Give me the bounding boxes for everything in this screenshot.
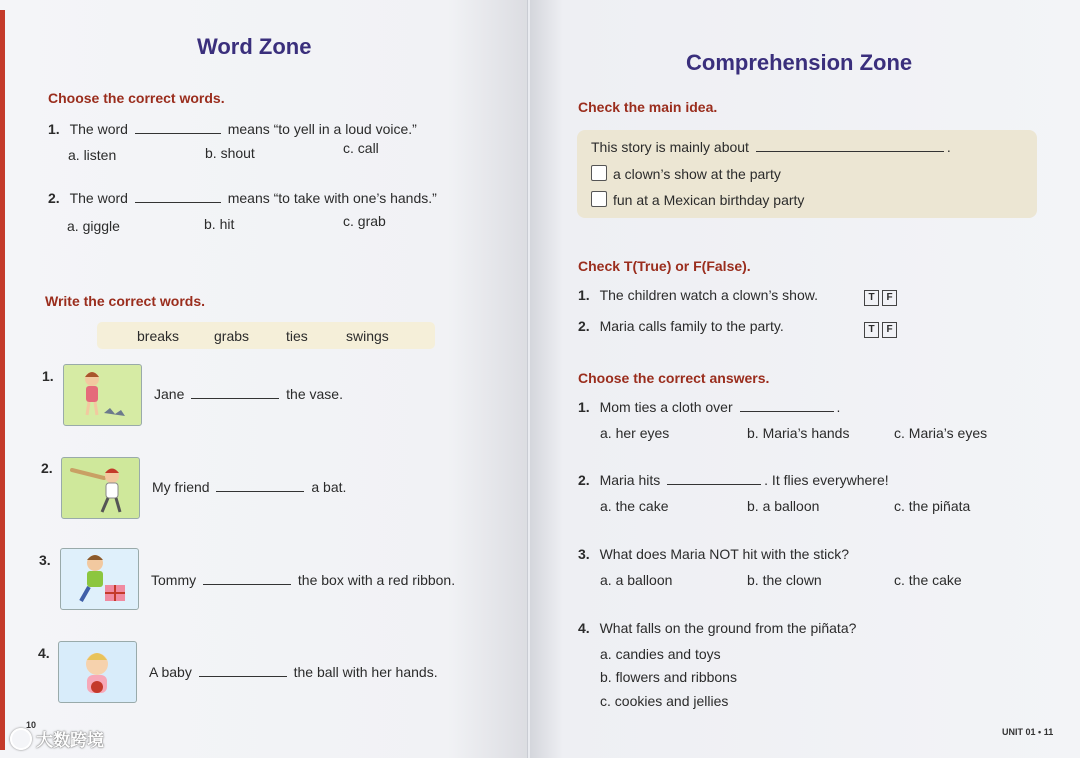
sentence-post: the ball with her hands. [293, 664, 438, 680]
sentence-post: the vase. [286, 386, 343, 402]
word-question-1 [48, 121, 417, 137]
option-a[interactable]: a. her eyes [600, 425, 670, 441]
option-c[interactable]: c. grab [343, 213, 386, 229]
question-post: . [836, 399, 841, 415]
sentence-pre: Jane [154, 386, 185, 402]
question-pre: The word [69, 190, 128, 206]
question-number: 4. [578, 620, 590, 636]
question-pre: Mom ties a cloth over [599, 399, 733, 415]
sentence-post: the box with a red ribbon. [297, 572, 456, 588]
question-number: 2. [48, 190, 60, 206]
option-b[interactable]: b. flowers and ribbons [600, 669, 737, 685]
true-false-heading: Check T(True) or F(False). [578, 258, 751, 274]
answer-question-2 [578, 472, 889, 488]
option-b[interactable]: b. shout [205, 145, 255, 161]
main-idea-heading: Check the main idea. [578, 99, 718, 115]
left-page-number: 10 [26, 720, 37, 730]
option-label: a clown’s show at the party [613, 166, 781, 182]
footer-bullet: • [1038, 727, 1042, 737]
option-c[interactable]: c. Maria’s eyes [894, 425, 988, 441]
word-bank-item: grabs [214, 328, 250, 344]
item-number: 2. [41, 460, 53, 476]
answer-blank[interactable] [191, 398, 279, 399]
checkbox[interactable] [591, 191, 607, 207]
unit-label: UNIT 01 [1002, 727, 1036, 737]
sentence-1 [154, 386, 343, 402]
prompt-text: This story is mainly about [591, 139, 749, 155]
correct-answers-heading: Choose the correct answers. [578, 370, 770, 386]
answer-question-4 [578, 620, 856, 636]
word-bank-item: swings [346, 328, 389, 344]
option-b[interactable]: b. hit [204, 216, 235, 232]
item-number: 1. [42, 368, 54, 384]
false-box[interactable]: F [882, 322, 897, 338]
answer-blank[interactable] [203, 584, 291, 585]
answer-blank[interactable] [199, 676, 287, 677]
option-b[interactable]: b. Maria’s hands [747, 425, 850, 441]
tf-statement-1 [578, 287, 818, 303]
question-post: means “to take with one’s hands.” [227, 190, 437, 206]
word-bank-item: ties [286, 328, 308, 344]
option-c[interactable]: c. cookies and jellies [600, 693, 729, 709]
question-number: 1. [578, 287, 590, 303]
word-question-2 [48, 190, 437, 206]
false-box[interactable]: F [882, 290, 897, 306]
sentence-post: a bat. [311, 479, 347, 495]
true-box[interactable]: T [864, 290, 879, 306]
option-a[interactable]: a. giggle [67, 218, 120, 234]
baby-grabs-ball-illustration [58, 641, 137, 703]
word-zone-title: Word Zone [197, 34, 312, 59]
answer-blank[interactable] [135, 202, 221, 203]
question-pre: Maria hits [599, 472, 661, 488]
tf-statement-2 [578, 318, 784, 334]
answer-blank[interactable] [216, 491, 304, 492]
option-a[interactable]: a. listen [68, 147, 117, 163]
sentence-3 [151, 572, 455, 588]
option-a[interactable]: a. the cake [600, 498, 669, 514]
sentence-pre: Tommy [151, 572, 197, 588]
option-a[interactable]: a. a balloon [600, 572, 673, 588]
main-idea-option-1[interactable] [591, 165, 781, 182]
item-number: 4. [38, 645, 50, 661]
tf-boxes-1 [864, 287, 900, 306]
answer-question-1 [578, 399, 840, 415]
sentence-2 [152, 479, 346, 495]
question-number: 2. [578, 472, 590, 488]
right-page-number: 11 [1043, 727, 1054, 737]
answer-blank[interactable] [740, 411, 834, 412]
watermark-text: 大数跨境 [36, 731, 104, 750]
sentence-4 [149, 664, 438, 680]
question-number: 1. [48, 121, 60, 137]
write-words-heading: Write the correct words. [45, 293, 206, 309]
sentence-pre: My friend [152, 479, 210, 495]
question-number: 1. [578, 399, 590, 415]
girl-breaks-vase-illustration [63, 364, 142, 426]
prompt-end: . [946, 139, 951, 155]
watermark-icon [10, 728, 32, 750]
unit-footer [1002, 727, 1053, 737]
option-a[interactable]: a. candies and toys [600, 646, 721, 662]
option-c[interactable]: c. the cake [894, 572, 962, 588]
question-post: means “to yell in a loud voice.” [227, 121, 417, 137]
tf-boxes-2 [864, 319, 900, 338]
answer-blank[interactable] [756, 151, 944, 152]
sentence-pre: A baby [149, 664, 192, 680]
question-text: What falls on the ground from the piñata? [599, 620, 857, 636]
option-label: fun at a Mexican birthday party [613, 192, 805, 208]
answer-question-3 [578, 546, 849, 562]
boy-ties-box-illustration [60, 548, 139, 610]
watermark [10, 726, 104, 751]
boy-swings-bat-illustration [61, 457, 140, 519]
checkbox[interactable] [591, 165, 607, 181]
word-bank-item: breaks [137, 328, 180, 344]
question-post: . It flies everywhere! [764, 472, 889, 488]
question-number: 2. [578, 318, 590, 334]
option-c[interactable]: c. call [343, 140, 379, 156]
question-text: What does Maria NOT hit with the stick? [599, 546, 850, 562]
option-b[interactable]: b. the clown [747, 572, 822, 588]
comprehension-zone-title: Comprehension Zone [686, 50, 913, 75]
word-bank [97, 322, 435, 349]
item-number: 3. [39, 552, 51, 568]
question-pre: The word [69, 121, 128, 137]
choose-words-heading: Choose the correct words. [48, 90, 225, 106]
statement-text: Maria calls family to the party. [599, 318, 784, 334]
option-b[interactable]: b. a balloon [747, 498, 820, 514]
question-number: 3. [578, 546, 590, 562]
main-idea-option-2[interactable] [591, 191, 804, 208]
statement-text: The children watch a clown’s show. [599, 287, 818, 303]
answer-blank[interactable] [135, 133, 221, 134]
option-c[interactable]: c. the piñata [894, 498, 971, 514]
true-box[interactable]: T [864, 322, 879, 338]
answer-blank[interactable] [667, 484, 761, 485]
page-edge-stripe [0, 10, 5, 750]
main-idea-prompt [591, 139, 951, 155]
